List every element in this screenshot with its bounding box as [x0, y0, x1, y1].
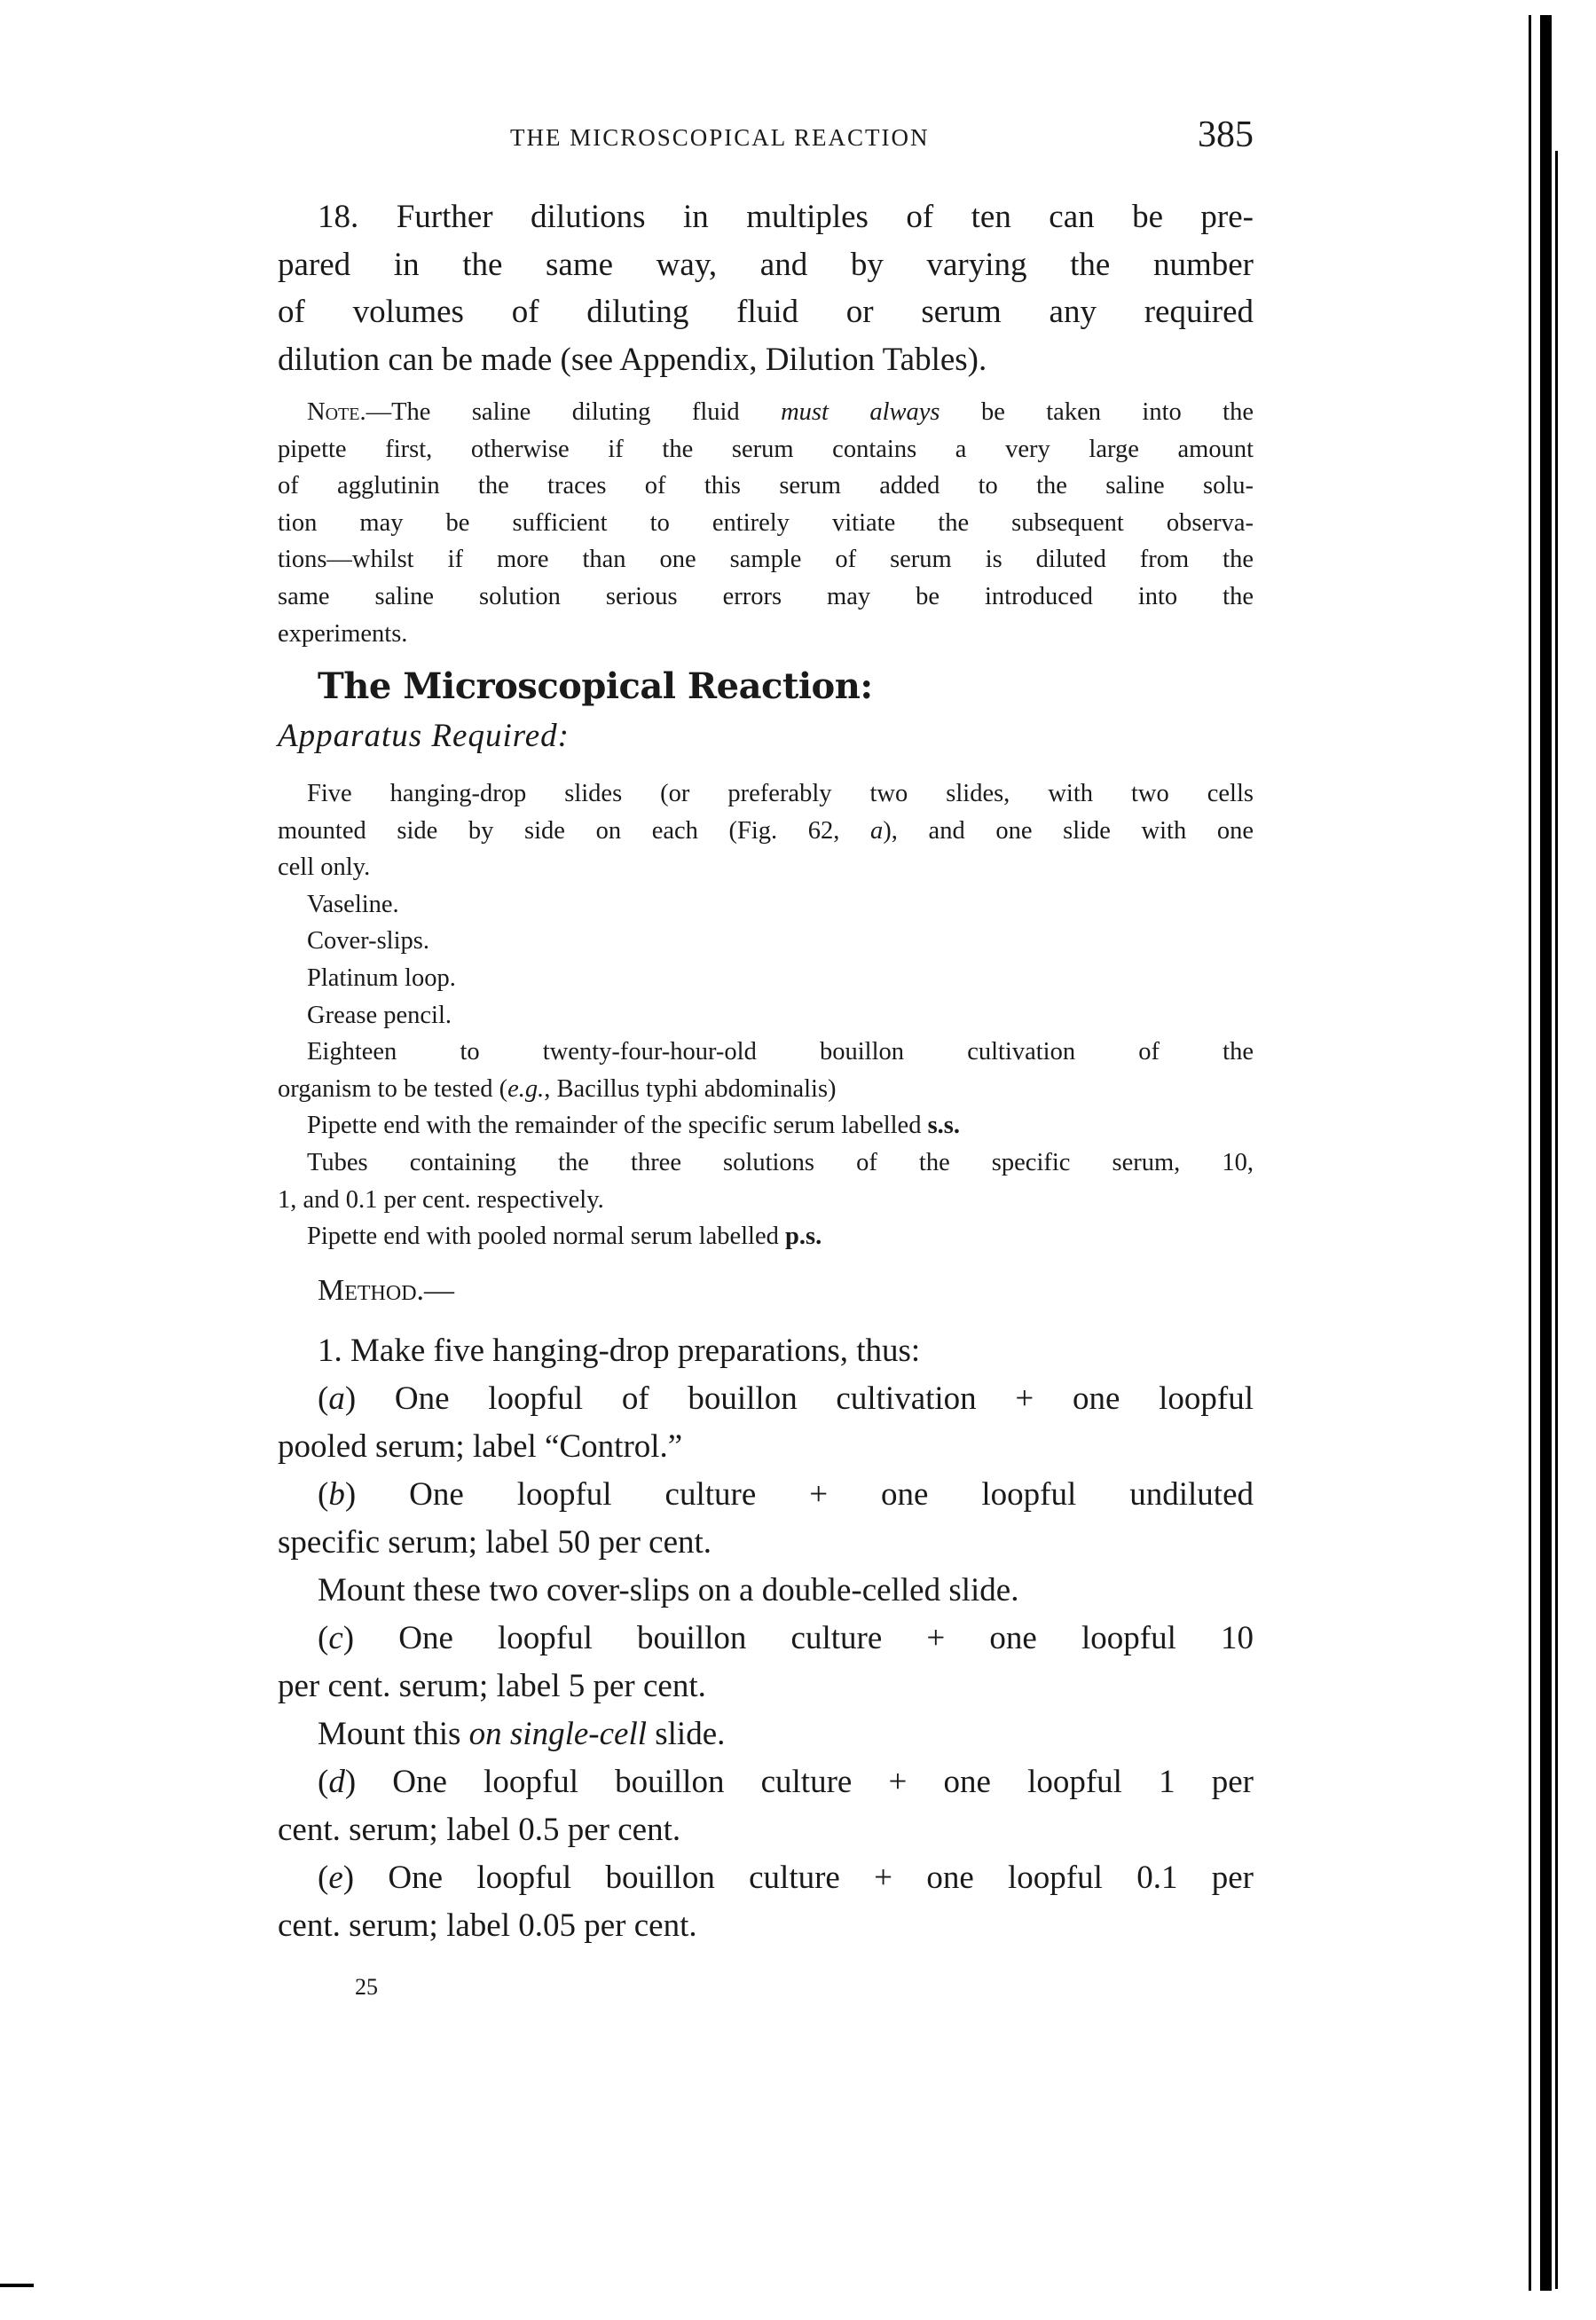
apparatus-paragraph-7	[278, 1144, 1254, 1218]
text-run: ) One loopful bouillon culture + one loopful 0.1 per	[342, 1860, 1254, 1896]
apparatus-paragraph-3	[278, 960, 1254, 997]
text-run: be taken into the	[940, 398, 1254, 426]
text-line: cent. serum; label 0.5 per cent.	[278, 1812, 681, 1848]
text-run: Note.	[307, 398, 366, 426]
binding-edge-thin-line	[1529, 15, 1531, 2291]
text-run: mounted side by side on each (Fig. 62,	[278, 816, 871, 845]
text-run: on single-cell	[468, 1716, 647, 1752]
text-line: 18. Further dilutions in multiples of ten can be pre-	[318, 199, 1254, 235]
text-run: slide.	[647, 1716, 726, 1752]
scan-mark	[0, 2284, 34, 2287]
text-line: Mount these two cover-slips on a double-celled slide.	[318, 1572, 1019, 1608]
text-line	[278, 1471, 1254, 1519]
apparatus-paragraph-6	[278, 1107, 1254, 1144]
text-line: Grease pencil.	[307, 1001, 452, 1029]
text-run: s.s.	[927, 1112, 961, 1140]
text-line: tion may be sufficient to entirely vitiate the subsequent observa-	[278, 508, 1254, 537]
text-run: Pipette end with pooled normal serum labelled	[307, 1223, 785, 1251]
text-run: c	[328, 1620, 343, 1656]
text-line	[278, 1375, 1254, 1423]
text-run: ) One loopful of bouillon cultivation + one loopful	[344, 1380, 1254, 1417]
text-line: cell only.	[278, 853, 371, 882]
text-run: e	[328, 1860, 343, 1896]
note-paragraph-0	[278, 394, 1254, 652]
text-line: Platinum loop.	[307, 963, 456, 992]
method-paragraph-5	[278, 1711, 1254, 1758]
text-run: (	[318, 1860, 329, 1896]
text-line: pipette first, otherwise if the serum contains a very large amount	[278, 435, 1254, 463]
text-line	[278, 1711, 1254, 1758]
method-label: Method.—	[318, 1274, 455, 1307]
method-steps	[278, 1327, 1254, 1950]
binding-edge-outer-line	[1555, 151, 1558, 2289]
text-line: experiments.	[278, 619, 408, 648]
text-line: same saline solution serious errors may be introduced into the	[278, 582, 1254, 610]
text-line: dilution can be made (see Appendix, Dilution Tables).	[278, 341, 987, 378]
text-run: (	[318, 1620, 329, 1656]
apparatus-paragraph-1	[278, 886, 1254, 924]
text-line: of agglutinin the traces of this serum added to the saline solu-	[278, 472, 1254, 500]
text-line: Vaseline.	[307, 890, 399, 918]
text-line: pared in the same way, and by varying the number	[278, 246, 1254, 283]
text-run: organism to be tested (	[278, 1074, 508, 1103]
method-paragraph-0	[278, 1327, 1254, 1375]
text-run: ), and one slide with one	[883, 816, 1254, 845]
paragraph-18	[278, 193, 1254, 383]
signature-mark: 25	[355, 1974, 378, 2000]
text-line	[278, 394, 1254, 431]
text-line: Cover-slips.	[307, 927, 429, 956]
apparatus-paragraph-4	[278, 997, 1254, 1034]
method-paragraph-4	[278, 1615, 1254, 1711]
text-run: (	[318, 1476, 329, 1513]
page-number: 385	[1198, 114, 1254, 155]
text-run: must always	[781, 398, 940, 426]
text-line: 1, and 0.1 per cent. respectively.	[278, 1185, 604, 1214]
text-line: tions—whilst if more than one sample of serum is diluted from the	[278, 546, 1254, 574]
text-line: specific serum; label 50 per cent.	[278, 1524, 712, 1561]
para18-paragraph-0	[278, 193, 1254, 383]
text-run: Mount this	[318, 1716, 469, 1752]
text-line: pooled serum; label “Control.”	[278, 1428, 683, 1465]
method-paragraph-6	[278, 1758, 1254, 1854]
text-run: p.s.	[785, 1223, 822, 1251]
text-line: Tubes containing the three solutions of the specific serum, 10,	[307, 1148, 1254, 1176]
apparatus-paragraph-8	[278, 1218, 1254, 1255]
text-run: b	[328, 1476, 345, 1513]
text-run: (	[318, 1380, 329, 1417]
running-header: THE MICROSCOPICAL REACTION	[510, 124, 930, 151]
method-paragraph-2	[278, 1471, 1254, 1567]
apparatus-list	[278, 775, 1254, 1255]
apparatus-paragraph-5	[278, 1034, 1254, 1107]
text-line	[278, 1218, 1254, 1255]
text-line: Five hanging-drop slides (or preferably two slides, with two cells	[307, 780, 1254, 807]
text-line: Eighteen to twenty-four-hour-old bouillon cultivation of the	[307, 1038, 1254, 1066]
binding-edge-thick-line	[1540, 15, 1552, 2291]
apparatus-heading: Apparatus Required:	[278, 718, 570, 754]
text-run: d	[328, 1764, 345, 1800]
text-run: ) One loopful bouillon culture + one loopful 1 per	[344, 1764, 1254, 1800]
text-line	[278, 1758, 1254, 1806]
section-heading: The Microscopical Reaction:	[318, 665, 873, 707]
text-run: ) One loopful bouillon culture + one loopful 10	[342, 1620, 1254, 1656]
text-line: cent. serum; label 0.05 per cent.	[278, 1907, 697, 1944]
text-run: , Bacillus typhi abdominalis)	[544, 1074, 837, 1103]
text-line	[278, 1854, 1254, 1902]
text-line: of volumes of diluting fluid or serum any required	[278, 294, 1254, 330]
text-line	[278, 1071, 1254, 1108]
text-run: a	[870, 816, 884, 845]
text-line	[278, 1615, 1254, 1663]
text-run: —The saline diluting fluid	[366, 398, 782, 426]
text-run: (	[318, 1764, 329, 1800]
apparatus-paragraph-0	[278, 775, 1254, 886]
text-line	[278, 813, 1254, 850]
text-run: e.g.	[507, 1074, 545, 1103]
method-paragraph-7	[278, 1854, 1254, 1950]
note-paragraph	[278, 394, 1254, 652]
text-run: a	[328, 1380, 345, 1417]
text-line: 1. Make five hanging-drop preparations, thus:	[318, 1333, 921, 1369]
text-run: ) One loopful culture + one loopful undiluted	[344, 1476, 1254, 1513]
text-run: Pipette end with the remainder of the specific serum labelled	[307, 1112, 928, 1140]
apparatus-paragraph-2	[278, 923, 1254, 960]
method-paragraph-1	[278, 1375, 1254, 1471]
method-paragraph-3	[278, 1567, 1254, 1615]
text-line: per cent. serum; label 5 per cent.	[278, 1668, 706, 1704]
text-line	[278, 1107, 1254, 1144]
